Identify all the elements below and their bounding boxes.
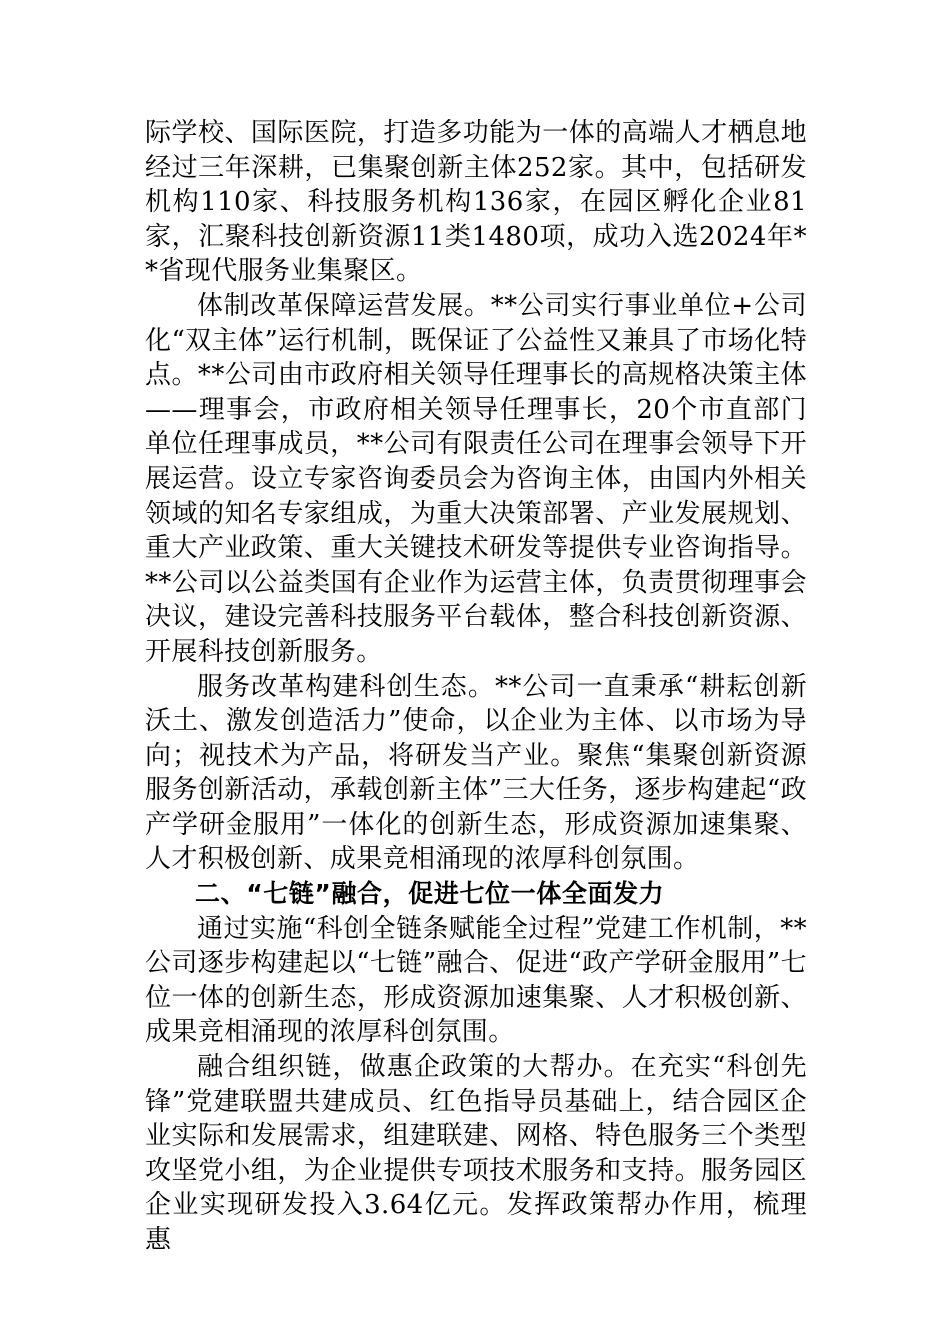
section-heading: 二、“七链”融合，促进七位一体全面发力 xyxy=(195,879,665,909)
paragraph-service-reform: 服务改革构建科创生态。**公司一直秉承“耕耘创新沃土、激发创造活力”使命，以企业为主体、以市场为导向；视技术为产品，将研发当产业。聚焦“集聚创新资源服务创新活动，承载创新主体”三大任务，逐步构建起“政产学研金服用”一体化的创新生态，形成资源加速集聚、人才积极创新、成果竞相涌现的浓厚科创氛围。 xyxy=(145,671,807,875)
paragraph-organization-chain: 融合组织链，做惠企政策的大帮办。在充实“科创先锋”党建联盟共建成员、红色指导员基础上，结合园区企业实际和发展需求，组建联建、网格、特色服务三个类型攻坚党小组，为企业提供专项技术服务和支持。服务园区企业实现研发投入3.64亿元。发挥政策帮办作用，梳理惠 xyxy=(145,1052,807,1255)
paragraph-talent-cluster: 际学校、国际医院，打造多功能为一体的高端人才栖息地经过三年深耕，已集聚创新主体252家。其中，包括研发机构110家、科技服务机构136家，在园区孵化企业81家，汇聚科技创新资源11类1480项，成功入选2024年**省现代服务业集聚区。 xyxy=(145,118,807,287)
document-body xyxy=(145,116,807,1258)
paragraph-system-reform: 体制改革保障运营发展。**公司实行事业单位+公司化“双主体”运行机制，既保证了公益性又兼具了市场化特点。**公司由市政府相关领导任理事长的高规格决策主体——理事会，市政府相关领导任理事长，20个市直部门单位任理事成员，**公司有限责任公司在理事会领导下开展运营。设立专家咨询委员会为咨询主体，由国内外相关领域的知名专家组成，为重大决策部署、产业发展规划、重大产业政策、重大关键技术研发等提供专业咨询指导。**公司以公益类国有企业作为运营主体，负责贯彻理事会决议，建设完善科技服务平台载体，整合科技创新资源、开展科技创新服务。 xyxy=(145,290,807,667)
paragraph-seven-chains: 通过实施“科创全链条赋能全过程”党建工作机制，**公司逐步构建起以“七链”融合、促进“政产学研金服用”七位一体的创新生态，形成资源加速集聚、人才积极创新、成果竞相涌现的浓厚科创氛围。 xyxy=(145,913,807,1048)
